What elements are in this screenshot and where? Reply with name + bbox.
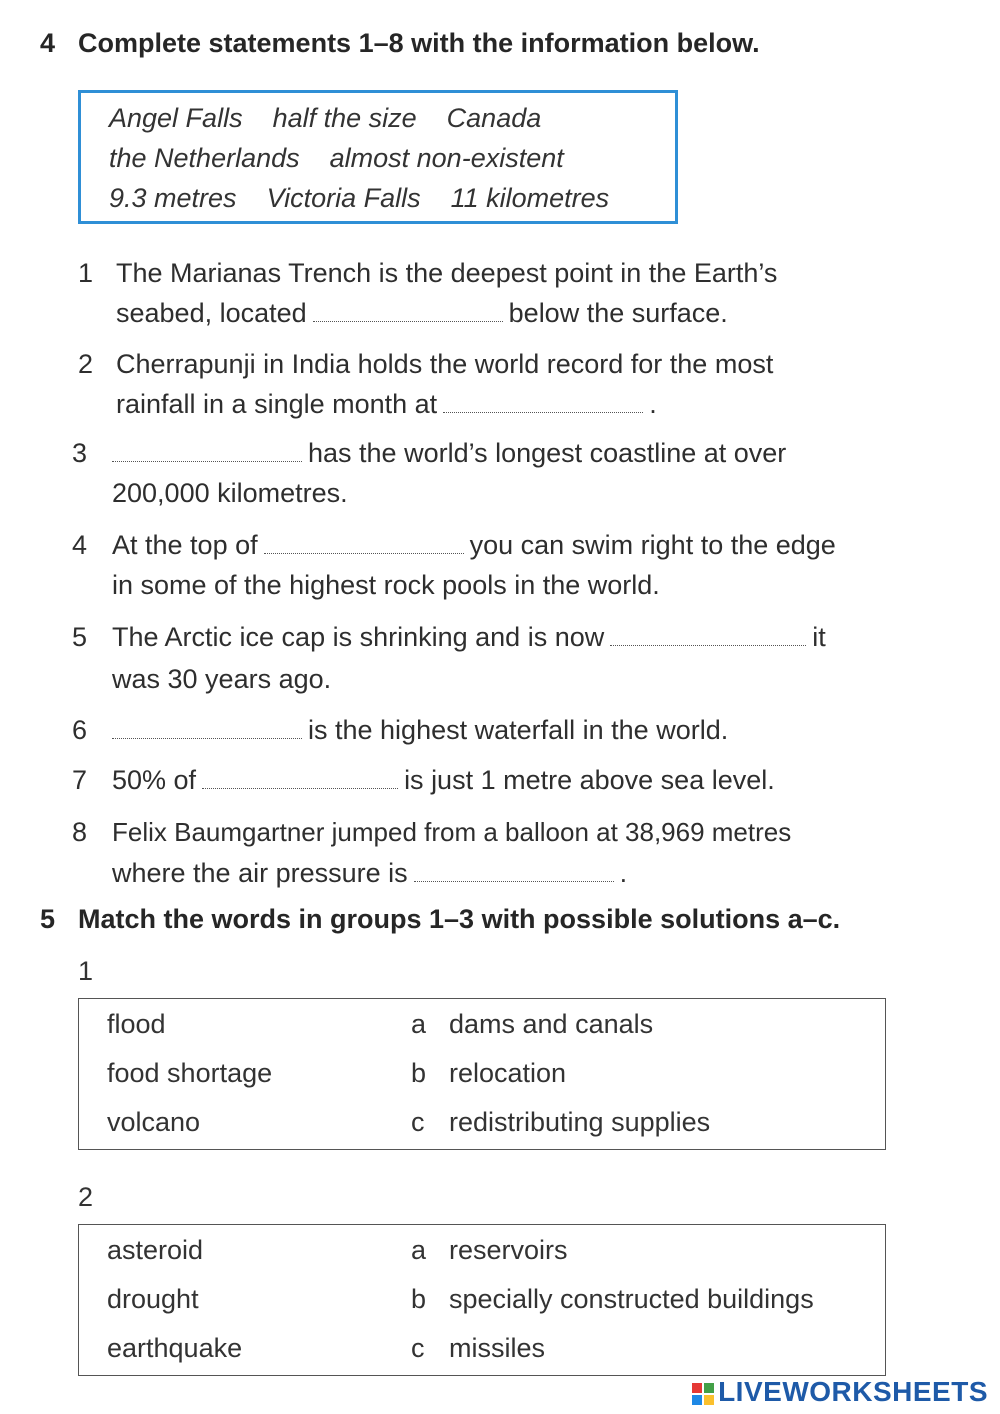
word-option: almost non-existent	[329, 143, 564, 173]
match-solution: redistributing supplies	[449, 1107, 711, 1137]
answer-blank[interactable]	[313, 301, 503, 322]
answer-blank[interactable]	[443, 392, 643, 413]
match-solution: specially constructed buildings	[449, 1284, 814, 1314]
word-box-row	[109, 183, 639, 214]
answer-blank[interactable]	[610, 625, 806, 646]
statement-number: 7	[72, 765, 88, 795]
statement-text: .	[619, 858, 628, 888]
statement-2	[78, 349, 774, 380]
match-letter: c	[411, 1333, 425, 1363]
brand-watermark	[692, 1376, 988, 1408]
statement-4-line-2	[112, 570, 660, 601]
statement-number: 2	[78, 349, 94, 379]
match-word: food shortage	[107, 1058, 273, 1088]
statement-text: is just 1 metre above sea level.	[404, 765, 775, 795]
statement-text: is the highest waterfall in the world.	[308, 715, 729, 745]
match-word: volcano	[107, 1107, 201, 1137]
statement-1-line-2	[116, 298, 728, 329]
match-word: earthquake	[107, 1333, 243, 1363]
statement-text: was 30 years ago.	[112, 664, 332, 694]
word-option: half the size	[272, 103, 417, 133]
exercise-number: 4	[40, 28, 56, 58]
match-box-group-1	[78, 998, 886, 1150]
statement-text: you can swim right to the edge	[469, 530, 836, 560]
statement-number: 1	[78, 258, 94, 288]
match-solution: relocation	[449, 1058, 567, 1088]
answer-blank[interactable]	[414, 861, 614, 882]
match-letter: a	[411, 1009, 427, 1039]
statement-2-line-2	[116, 389, 657, 420]
statement-7	[72, 765, 775, 796]
statement-text: rainfall in a single month at	[116, 389, 438, 419]
exercise-number: 5	[40, 904, 56, 934]
match-box-group-2	[78, 1224, 886, 1376]
match-letter: c	[411, 1107, 425, 1137]
exercise-4-heading	[40, 28, 760, 59]
match-word: asteroid	[107, 1235, 204, 1265]
statement-number: 4	[72, 530, 88, 560]
answer-blank[interactable]	[112, 718, 302, 739]
statement-8	[72, 817, 792, 848]
statement-text: At the top of	[112, 530, 258, 560]
statement-6	[72, 715, 729, 746]
match-letter: b	[411, 1058, 427, 1088]
match-solution: reservoirs	[449, 1235, 568, 1265]
answer-blank[interactable]	[264, 533, 464, 554]
statement-number: 5	[72, 622, 88, 652]
exercise-5-heading	[40, 904, 840, 935]
word-option: Victoria Falls	[266, 183, 421, 213]
match-letter: b	[411, 1284, 427, 1314]
statement-1	[78, 258, 778, 289]
match-solution: missiles	[449, 1333, 546, 1363]
match-word: flood	[107, 1009, 166, 1039]
statement-text: 50% of	[112, 765, 197, 795]
match-solution: dams and canals	[449, 1009, 654, 1039]
statement-number: 3	[72, 438, 88, 468]
answer-blank[interactable]	[112, 441, 302, 462]
match-letter: a	[411, 1235, 427, 1265]
statement-text: it	[812, 622, 826, 652]
word-option: Canada	[446, 103, 542, 133]
word-box	[78, 90, 678, 224]
word-box-row	[109, 143, 594, 174]
statement-text: below the surface.	[508, 298, 728, 328]
statement-text: where the air pressure is	[112, 858, 408, 888]
statement-text: .	[649, 389, 657, 419]
answer-blank[interactable]	[202, 768, 398, 789]
group-label: 2	[78, 1182, 94, 1212]
statement-text: Felix Baumgartner jumped from a balloon at 38,969 metres	[112, 817, 792, 847]
statement-3-line-2	[112, 478, 348, 509]
statement-8-line-2	[112, 858, 627, 889]
exercise-instruction: Complete statements 1–8 with the information below.	[78, 28, 760, 58]
match-word: drought	[107, 1284, 199, 1314]
statement-text: in some of the highest rock pools in the world.	[112, 570, 660, 600]
statement-text: The Marianas Trench is the deepest point in the Earth’s	[116, 258, 778, 288]
statement-5	[72, 622, 826, 653]
statement-number: 6	[72, 715, 88, 745]
word-option: 9.3 metres	[109, 183, 237, 213]
statement-text: The Arctic ice cap is shrinking and is now	[112, 622, 605, 652]
statement-text: seabed, located	[116, 298, 307, 328]
word-option: Angel Falls	[109, 103, 243, 133]
statement-text: Cherrapunji in India holds the world record for the most	[116, 349, 774, 379]
statement-5-line-2	[112, 664, 331, 695]
liveworksheets-logo-icon	[692, 1383, 714, 1405]
brand-text: LIVEWORKSHEETS	[718, 1376, 988, 1407]
exercise-instruction: Match the words in groups 1–3 with possible solutions a–c.	[78, 904, 841, 934]
group-label: 1	[78, 956, 94, 986]
statement-4	[72, 530, 836, 561]
word-option: the Netherlands	[109, 143, 300, 173]
statement-text: has the world’s longest coastline at over	[308, 438, 787, 468]
statement-3	[72, 438, 787, 469]
word-box-row	[109, 103, 571, 134]
word-option: 11 kilometres	[450, 183, 610, 213]
statement-number: 8	[72, 817, 88, 847]
statement-text: 200,000 kilometres.	[112, 478, 348, 508]
